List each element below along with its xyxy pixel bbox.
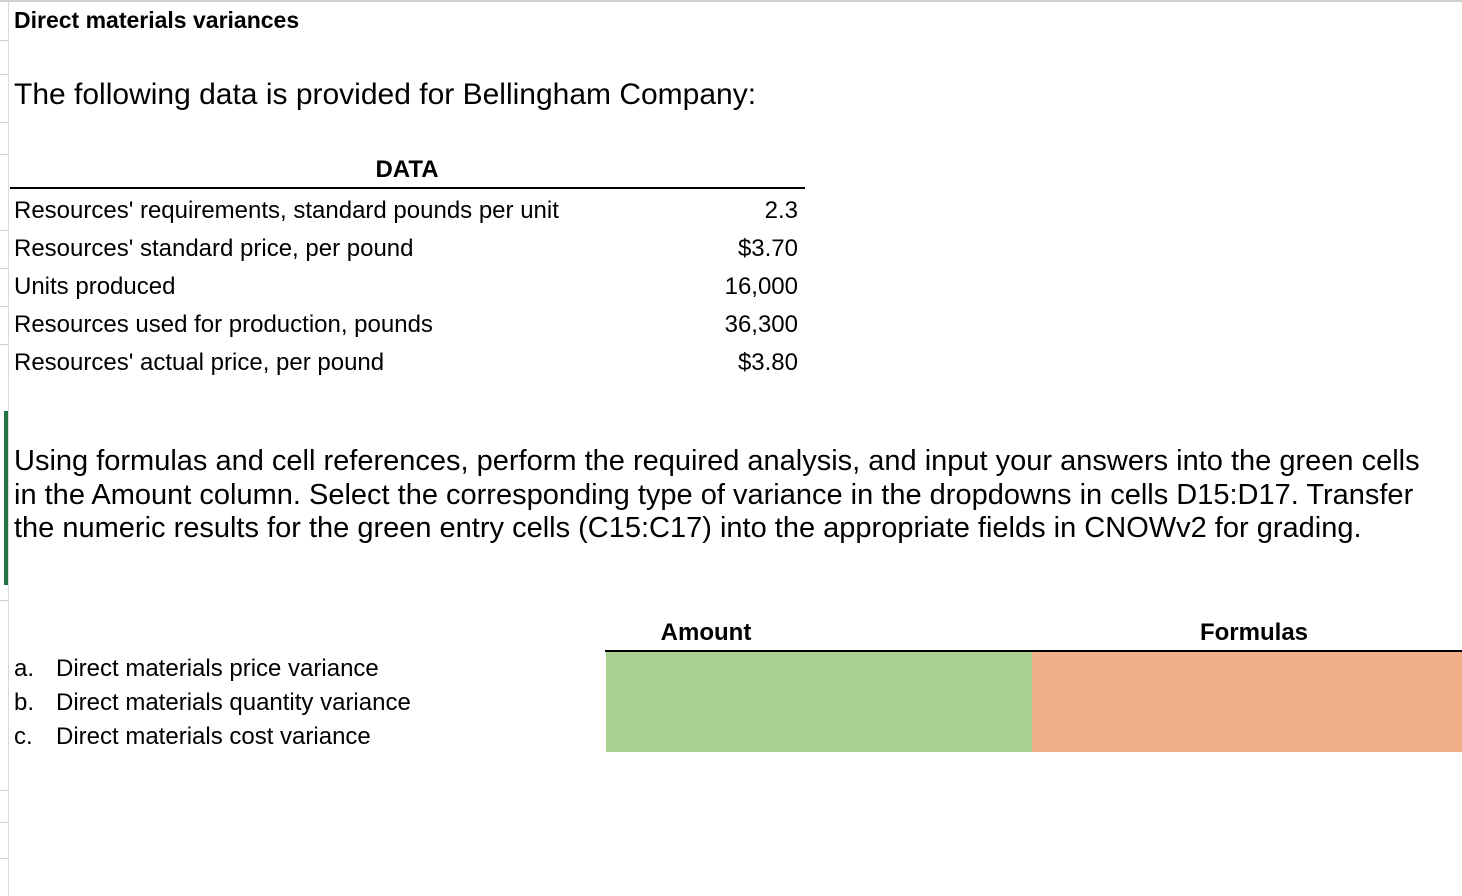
variance-label: Direct materials price variance: [56, 655, 379, 682]
variance-label: Direct materials cost variance: [56, 723, 371, 750]
instructions-cell[interactable]: [14, 445, 1462, 546]
row-tick: [0, 40, 8, 41]
instructions-line: Using formulas and cell references, perform the required analysis, and input your answers into the green cells: [14, 445, 1420, 477]
row-tick: [0, 74, 8, 75]
sheet-top-border: [0, 0, 1462, 2]
variance-row-b[interactable]: [14, 689, 411, 717]
row-tick: [0, 154, 8, 155]
variance-letter: a.: [14, 655, 35, 682]
data-row-value[interactable]: $3.80: [737, 349, 798, 376]
formulas-column-header[interactable]: Formulas: [1199, 619, 1309, 646]
row-tick: [0, 122, 8, 123]
data-row-label[interactable]: Resources' standard price, per pound: [14, 235, 414, 262]
data-table-header[interactable]: DATA: [375, 156, 439, 183]
variance-row-a[interactable]: [14, 655, 379, 683]
intro-text[interactable]: The following data is provided for Bellingham Company:: [14, 78, 757, 111]
data-row-value[interactable]: 36,300: [724, 311, 798, 338]
row-tick: [0, 306, 8, 307]
data-row-label[interactable]: Units produced: [14, 273, 176, 300]
data-header-underline: [10, 187, 805, 189]
data-row-label[interactable]: Resources' actual price, per pound: [14, 349, 385, 376]
data-row-value[interactable]: 2.3: [764, 197, 798, 224]
variance-letter: b.: [14, 689, 35, 716]
row-tick: [0, 344, 8, 345]
row-tick: [0, 600, 8, 601]
amount-entry-cells[interactable]: [606, 652, 1032, 752]
amount-cell-b[interactable]: [606, 686, 1032, 720]
data-row-value[interactable]: 16,000: [724, 273, 798, 300]
row-tick: [0, 230, 8, 231]
column-a-gridline: [8, 0, 9, 896]
variance-letter: c.: [14, 723, 33, 750]
formula-cell-c[interactable]: [1032, 720, 1462, 752]
variance-label: Direct materials quantity variance: [56, 689, 411, 716]
amount-column-header[interactable]: Amount: [660, 619, 752, 646]
formula-cell-a[interactable]: [1032, 652, 1462, 686]
row-tick: [0, 822, 8, 823]
formula-cell-b[interactable]: [1032, 686, 1462, 720]
data-row-label[interactable]: Resources used for production, pounds: [14, 311, 433, 338]
data-row-label[interactable]: Resources' requirements, standard pounds per unit: [14, 197, 559, 224]
amount-cell-a[interactable]: [606, 652, 1032, 686]
selected-cell-indicator: [4, 411, 8, 585]
data-row-value[interactable]: $3.70: [737, 235, 798, 262]
amount-cell-c[interactable]: [606, 720, 1032, 752]
instructions-line: in the Amount column. Select the corresponding type of variance in the dropdowns in cells D15:D17. Transfer: [14, 478, 1414, 511]
row-tick: [0, 790, 8, 791]
row-tick: [0, 268, 8, 269]
instructions-line: the numeric results for the green entry cells (C15:C17) into the appropriate fields in CNOWv2 for grading.: [14, 512, 1362, 544]
variance-row-c[interactable]: [14, 723, 371, 751]
sheet-title[interactable]: Direct materials variances: [14, 7, 300, 33]
formula-cells[interactable]: [1032, 652, 1462, 752]
row-tick: [0, 858, 8, 859]
